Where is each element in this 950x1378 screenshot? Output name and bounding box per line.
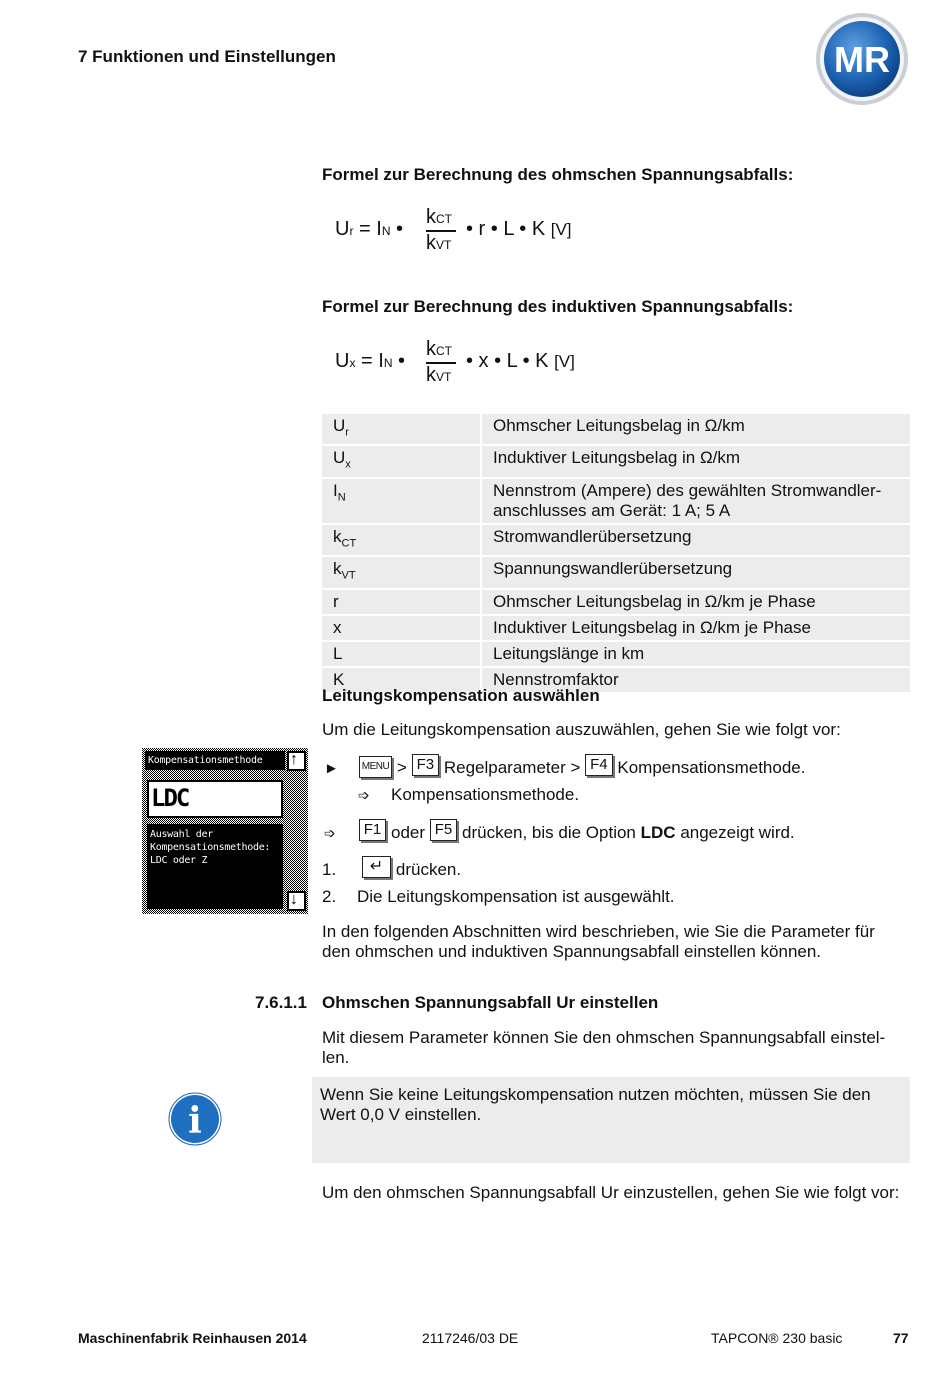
f3-key-icon: F3 bbox=[412, 754, 440, 776]
formula1-rhs: • r • L • K [V] bbox=[466, 218, 572, 240]
svg-text:i: i bbox=[188, 1100, 202, 1142]
step4: 2. Die Leitungskompensation ist ausgewählt. bbox=[322, 887, 675, 906]
footer-docnum: 2117246/03 DE bbox=[422, 1330, 519, 1346]
table-row: x Induktiver Leitungsbelag in Ω/km je Phase bbox=[322, 615, 910, 641]
arrow-up-icon: ↑ bbox=[290, 751, 298, 768]
formula2-lhs: Ux = IN • bbox=[335, 350, 406, 372]
ldc-intro: Um die Leitungskompensation auszuwählen, gehen Sie wie folgt vor: bbox=[322, 720, 841, 739]
footer-company: Maschinenfabrik Reinhausen 2014 bbox=[78, 1330, 307, 1346]
chapter-title: 7 Funktionen und Einstellungen bbox=[78, 47, 336, 66]
screen-value: LDC bbox=[151, 784, 189, 812]
section-text: Mit diesem Parameter können Sie den ohmschen Spannungsabfall einstel- len. bbox=[322, 1028, 886, 1067]
info-icon bbox=[168, 1092, 222, 1146]
screen-title: Kompensationsmethode bbox=[148, 755, 263, 766]
f1-key-icon: F1 bbox=[359, 819, 387, 841]
menu-key-icon: MENU bbox=[359, 756, 392, 778]
formula2-denominator: kVT bbox=[426, 364, 452, 386]
ur-outro: Um den ohmschen Spannungsabfall Ur einzustellen, gehen Sie wie folgt vor: bbox=[322, 1183, 900, 1202]
formula2-rhs: • x • L • K [V] bbox=[466, 350, 575, 372]
formula2-heading: Formel zur Berechnung des induktiven Spannungsabfalls: bbox=[322, 297, 794, 316]
result1: ➩ Kompensationsmethode. bbox=[358, 785, 580, 804]
formula1-denominator: kVT bbox=[426, 232, 452, 254]
section-heading: Ohmschen Spannungsabfall Ur einstellen bbox=[322, 993, 659, 1012]
f4-key-icon: F4 bbox=[585, 754, 613, 776]
device-screen bbox=[142, 748, 308, 914]
section-number: 7.6.1.1 bbox=[255, 993, 307, 1012]
ldc-outro: In den folgenden Abschnitten wird beschrieben, wie Sie die Parameter für den ohmschen und induktiven Spannungsabfall einstellen können. bbox=[322, 922, 875, 961]
result-arrow-icon: ➩ bbox=[324, 825, 336, 841]
ldc-heading: Leitungskompensation auswählen bbox=[322, 686, 600, 705]
logo-lettering: MR bbox=[834, 39, 890, 80]
table-row: L Leitungslänge in km bbox=[322, 641, 910, 667]
info-text: Wenn Sie keine Leitungskompensation nutzen möchten, müssen Sie den Wert 0,0 V einstellen. bbox=[320, 1085, 871, 1124]
enter-key-icon: ↵ bbox=[362, 856, 391, 878]
formula1-lhs: Ur = IN • bbox=[335, 218, 404, 240]
formula2-numerator: kCT bbox=[426, 338, 452, 360]
step3: 1. ↵ drücken. bbox=[322, 858, 462, 879]
table-row: $I_N$ Nennstrom (Ampere) des gewählten Stromwandler- anschlusses am Gerät: 1 A; 5 A bbox=[322, 478, 910, 524]
step-marker: ► bbox=[324, 760, 339, 777]
table-row: $U_r$ Ohmscher Leitungsbelag in Ω/km bbox=[322, 414, 910, 445]
formula1-numerator: kCT bbox=[426, 206, 452, 228]
footer-product: TAPCON® 230 basic bbox=[711, 1330, 843, 1346]
table-row: $U_x$ Induktiver Leitungsbelag in Ω/km bbox=[322, 445, 910, 477]
table-row: r Ohmscher Leitungsbelag in Ω/km je Phase bbox=[322, 589, 910, 615]
mr-logo bbox=[815, 12, 909, 106]
result-arrow-icon: ➩ bbox=[358, 787, 370, 803]
table-row: $k_{VT}$ Spannungswandlerübersetzung bbox=[322, 556, 910, 588]
table-row: $k_{CT}$ Stromwandlerübersetzung bbox=[322, 524, 910, 556]
page-number: 77 bbox=[893, 1330, 909, 1346]
arrow-down-icon: ↓ bbox=[290, 891, 298, 908]
definitions-table bbox=[322, 414, 910, 694]
step2: ➩ F1 oder F5 drücken, bis die Option LDC angezeigt wird. bbox=[324, 821, 795, 842]
screen-help: Auswahl der Kompensationsmethode: LDC oder Z bbox=[150, 829, 271, 866]
formula1-heading: Formel zur Berechnung des ohmschen Spannungsabfalls: bbox=[322, 165, 794, 184]
f5-key-icon: F5 bbox=[430, 819, 458, 841]
table-row: K Nennstromfaktor bbox=[322, 667, 910, 693]
step1: ► MENU > F3 Regelparameter > F4 Kompensationsmethode. bbox=[324, 756, 806, 777]
